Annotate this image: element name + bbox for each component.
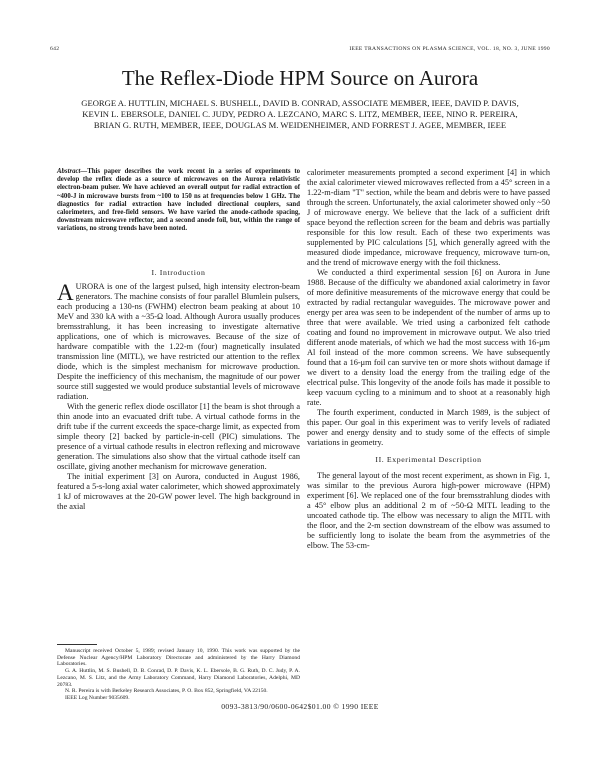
footnote-affiliation-1: G. A. Huttlin, M. S. Bushell, D. B. Conrad, D. P. Davis, K. L. Ebersole, B. G. Ruth, D. C. Judy, P. A. Lezcano, M. S. Litz, and the Army Laboratory Command, Harry Diamond Laboratories, Adelphi, MD 20783. — [57, 668, 300, 688]
paper-title: The Reflex-Diode HPM Source on Aurora — [121, 66, 479, 90]
right-paragraph-2: We conducted a third experimental session [6] on Aurora in June 1988. Because of the difficulty we abandoned axial calorimetry in favor of more definitive measurements of the microwave energy that could be extracted by radial rectangular waveguides. The microwave power and energy per area was seen to be independent of the number of arms up to three that were available. We tried using a carbonized felt cathode coating and found no improvement in microwave output. We also tried different anode materials, of which we had the most success with 16-μm Al foil instead of the more common screens. We have subsequently found that a 16-μm foil can survive ten or more shots without damage if we divert to a density load the energy from the trailing edge of the electrical pulse. This longevity of the anode foils has made it possible to keep vacuum cycling to a minimum and to shoot at a reasonably high rate. — [307, 268, 550, 407]
copyright-line: 0093-3813/90/0600-0642$01.00 © 1990 IEEE — [221, 702, 379, 711]
right-paragraph-1: calorimeter measurements prompted a second experiment [4] in which the axial calorimeter viewed microwaves reflected from a 45° screen in a 1.22-m-diam "T" section, while the beam and debris were to have passed through the screen. Unfortunately, the axial calorimeter showed only ~50 J of microwave energy. We believe that the lack of a sufficient drift space beyond the reflection screen for the beam and debris was partially responsible for this low result. Each of these two experiments was supplemented by PIC calculations [5], which generally agreed with the measured diode impedance, microwave frequency, microwave turn-on, and the trend of microwave energy with the foil thickness. — [307, 168, 550, 267]
right-column-body — [307, 168, 550, 551]
footnote-ieee-log: IEEE Log Number 9035609. — [65, 694, 130, 701]
journal-header: IEEE TRANSACTIONS ON PLASMA SCIENCE, VOL. 18, NO. 3, JUNE 1990 — [349, 46, 550, 52]
intro-paragraph-2: With the generic reflex diode oscillator [1] the beam is shot through a thin anode into an evacuated drift tube. A virtual cathode forms in the drift tube if the current exceeds the space-charge limit, as expected from simple theory [2] backed by particle-in-cell (PIC) simulations. The presence of a virtual cathode results in electron reflexing and microwave generation. The simulations also show that the virtual cathode itself can oscillate, giving another mechanism for microwave generation. — [57, 402, 300, 471]
author-list: GEORGE A. HUTTLIN, MICHAEL S. BUSHELL, DAVID B. CONRAD, ASSOCIATE MEMBER, IEEE, DAVID P. DAVIS, KEVIN L. EBERSOLE, DANIEL C. JUDY, PEDRO A. LEZCANO, MARC S. LITZ, MEMBER, IEEE, NINO R. PEREIRA, BRIAN G. RUTH, MEMBER, IEEE, DOUGLAS M. WEIDENHEIMER, AND FORREST J. AGEE, MEMBER, IEEE — [81, 98, 519, 130]
section-heading-introduction: I. Introduction — [151, 268, 206, 277]
footnote-received: Manuscript received October 5, 1989; revised January 10, 1990. This work was supported by the Defense Nuclear Agency/HPM Laboratory Directorate and administered by the Harry Diamond Laboratories. — [57, 648, 300, 668]
section-heading-experimental: II. Experimental Description — [375, 455, 482, 464]
intro-paragraph-1: AURORA is one of the largest pulsed, high intensity electron-beam generators. The machine consists of four parallel Blumlein pulsers, each producing a 130-ns (FWHM) electron beam peaking at about 10 MeV and 330 kA with a ~35-Ω load. Although Aurora usually produces bremsstrahlung, it has been increasing to investigate alternative applications, one of which is microwaves. Because of the size of hardware compatible with the 1.22-m (four) magnetically insulated transmission line (MITL), we have restricted our attention to the reflex diode, which is the simplest mechanism for microwave production. Despite the inefficiency of this mechanism, the magnitude of our power source still suggested we would produce substantial levels of microwave radiation. — [57, 280, 300, 401]
footnote — [57, 648, 300, 702]
abstract-text: This paper describes the work recent in a series of experiments to develop the reflex diode as a source of microwaves on the Aurora relativistic electron-beam pulser. We have achieved an overall output for radial extraction of ~400-J in microwave bursts from ~100 to 150 ns at frequencies below 1 GHz. The diagnostics for radial extraction have included directional couplers, sand calorimeters, and free-field sensors. We have varied the anode-cathode spacing, downstream microwave reflector, and a second anode foil, but, within the range of variations, no strong trends have been noted. — [57, 168, 300, 233]
footnote-affiliation-2: N. R. Pereira is with Berkeley Research Associates, P. O. Box 852, Springfield, VA 22150. — [65, 688, 268, 695]
right-paragraph-3: The fourth experiment, conducted in March 1989, is the subject of this paper. Our goal in this experiment was to verify levels of radiated power and energy density and to study some of the effects of simple variations in geometry. — [307, 408, 550, 447]
drop-cap: A — [57, 280, 74, 305]
page-number: 642 — [50, 46, 60, 52]
abstract — [57, 168, 300, 234]
introduction-body — [57, 282, 300, 512]
abstract-label: Abstract— — [57, 168, 88, 175]
footnote-divider — [57, 644, 97, 645]
intro-paragraph-3: The initial experiment [3] on Aurora, conducted in August 1986, featured a 5-s-long axial water calorimeter, which showed approximately 1 kJ of microwaves at the 20-GW power level. The high background in the axial — [57, 472, 300, 511]
right-paragraph-4: The general layout of the most recent experiment, as shown in Fig. 1, was similar to the previous Aurora high-power microwave (HPM) experiment [6]. We replaced one of the four bremsstrahlung diodes with a 45° elbow plus an additional 2 m of ~50-Ω MITL leading to the uncoated cathode tip. The elbow was necessary to align the MITL with the floor, and the 2-m section downstream of the elbow was assumed to be sufficiently long to isolate the beam from the asymmetries of the elbow. The 53-cm- — [307, 471, 550, 550]
